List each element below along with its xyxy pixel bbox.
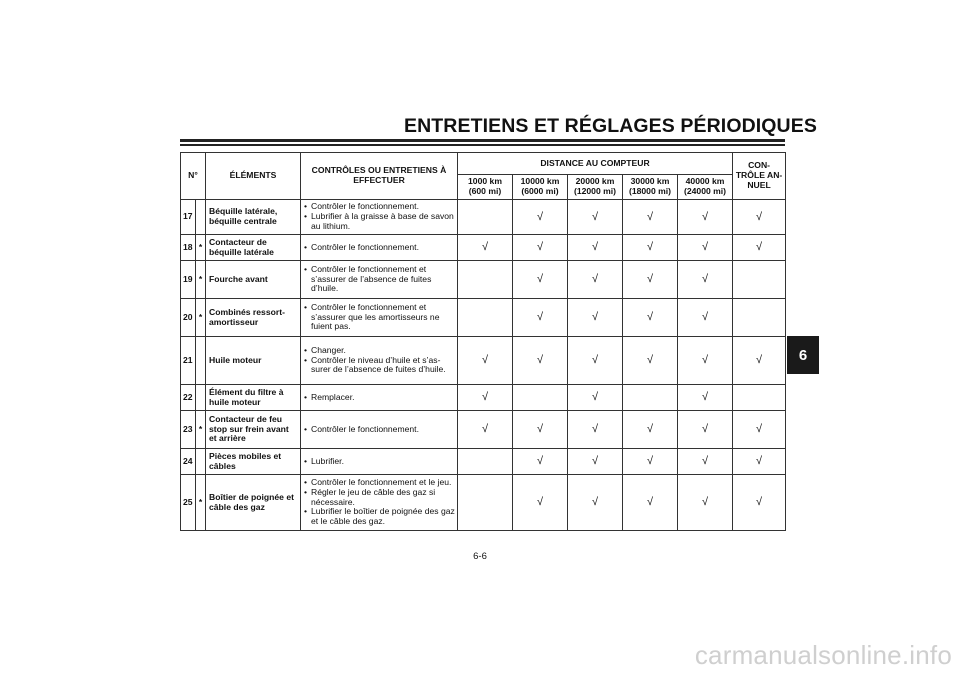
table-row <box>181 200 786 235</box>
check-mark-icon: √ <box>702 273 709 286</box>
check-mark-icon: √ <box>591 455 599 468</box>
check-cell <box>568 449 623 475</box>
interval-mi: (12000 mi) <box>573 186 617 196</box>
check-cell <box>513 337 568 385</box>
check-mark-icon: √ <box>646 354 654 367</box>
check-cell <box>458 449 513 475</box>
check-cell <box>513 261 568 299</box>
check-mark-icon: √ <box>536 311 544 324</box>
check-mark-icon: √ <box>591 273 599 286</box>
check-cell <box>678 235 733 261</box>
row-number: 17 <box>181 200 196 235</box>
check-mark-icon: √ <box>646 455 654 468</box>
check-mark-icon: √ <box>756 496 763 509</box>
check-cell <box>458 337 513 385</box>
check-cell <box>568 337 623 385</box>
check-cell <box>568 200 623 235</box>
check-cell <box>733 475 786 531</box>
table-row <box>181 337 786 385</box>
table-row <box>181 411 786 449</box>
check-mark-icon: √ <box>646 241 654 254</box>
check-cell <box>733 411 786 449</box>
check-cell <box>733 200 786 235</box>
check-cell <box>458 235 513 261</box>
interval-mi: (600 mi) <box>468 186 502 196</box>
check-cell <box>623 200 678 235</box>
check-cell <box>568 261 623 299</box>
check-mark-icon: √ <box>481 391 489 404</box>
row-number: 20 <box>181 299 196 337</box>
chapter-tab: 6 <box>787 336 819 374</box>
task-item: • Contrôler le fonctionnement et le jeu. <box>304 478 455 488</box>
interval-mi: (18000 mi) <box>628 186 672 196</box>
check-mark-icon: √ <box>481 423 489 436</box>
row-number: 22 <box>181 385 196 411</box>
interval-km: 20000 km <box>575 176 615 187</box>
table-row <box>181 449 786 475</box>
task-item: • Contrôler le fonctionnement. <box>304 425 455 435</box>
check-cell <box>458 411 513 449</box>
row-dealer-mark <box>196 200 206 235</box>
row-dealer-mark: * <box>196 475 206 531</box>
check-mark-icon: √ <box>646 311 654 324</box>
row-dealer-mark <box>196 337 206 385</box>
check-mark-icon: √ <box>536 455 544 468</box>
check-cell <box>623 235 678 261</box>
task-item: • Contrôler le niveau d’huile et s’as-surer de l’absence de fuites d’huile. <box>304 356 455 376</box>
header-interval-5 <box>678 175 733 200</box>
check-cell <box>458 200 513 235</box>
row-dealer-mark: * <box>196 299 206 337</box>
header-elements: ÉLÉMENTS <box>206 153 301 200</box>
row-tasks <box>301 475 458 531</box>
check-mark-icon: √ <box>536 354 544 367</box>
check-cell <box>678 475 733 531</box>
check-cell <box>513 299 568 337</box>
page-number: 6-6 <box>473 551 487 562</box>
check-mark-icon: √ <box>756 455 763 468</box>
interval-km: 1000 km <box>468 176 502 187</box>
header-interval-3 <box>568 175 623 200</box>
check-mark-icon: √ <box>591 311 599 324</box>
check-cell <box>458 475 513 531</box>
header-checks: CONTRÔLES OU ENTRETIENS À EFFECTUER <box>301 153 458 200</box>
row-tasks <box>301 411 458 449</box>
page-title: ENTRETIENS ET RÉGLAGES PÉRIODIQUES <box>404 115 817 137</box>
table-row <box>181 235 786 261</box>
table-row <box>181 261 786 299</box>
row-number: 23 <box>181 411 196 449</box>
check-mark-icon: √ <box>591 354 599 367</box>
check-mark-icon: √ <box>536 273 544 286</box>
row-tasks <box>301 235 458 261</box>
check-mark-icon: √ <box>702 391 709 404</box>
row-dealer-mark: * <box>196 261 206 299</box>
row-element: Huile moteur <box>206 337 301 385</box>
check-cell <box>678 449 733 475</box>
row-element: Béquille latérale, béquille centrale <box>206 200 301 235</box>
check-mark-icon: √ <box>702 210 709 223</box>
check-mark-icon: √ <box>481 241 489 254</box>
task-item: • Lubrifier. <box>304 457 455 467</box>
header-interval-4 <box>623 175 678 200</box>
row-tasks <box>301 299 458 337</box>
title-rule-thick <box>180 139 785 142</box>
check-mark-icon: √ <box>702 455 709 468</box>
check-mark-icon: √ <box>536 241 544 254</box>
row-element: Fourche avant <box>206 261 301 299</box>
maintenance-table <box>180 152 786 531</box>
check-cell <box>568 385 623 411</box>
task-item: • Lubrifier le boîtier de poignée des gaz et le câble des gaz. <box>304 507 455 527</box>
check-cell <box>623 337 678 385</box>
row-element: Boîtier de poignée et câble des gaz <box>206 475 301 531</box>
check-cell <box>678 299 733 337</box>
row-number: 21 <box>181 337 196 385</box>
task-item: • Lubrifier à la graisse à base de savon au lithium. <box>304 212 455 232</box>
row-dealer-mark <box>196 385 206 411</box>
header-annual: CON-TRÔLE AN-NUEL <box>733 153 786 200</box>
check-cell <box>568 411 623 449</box>
check-mark-icon: √ <box>756 210 763 223</box>
check-mark-icon: √ <box>536 423 544 436</box>
check-mark-icon: √ <box>591 210 599 223</box>
check-cell <box>623 261 678 299</box>
task-item: • Remplacer. <box>304 393 455 403</box>
task-item: • Contrôler le fonctionnement. <box>304 202 455 212</box>
task-item: • Contrôler le fonctionnement et s’assurer que les amortisseurs ne fuient pas. <box>304 303 455 333</box>
row-tasks <box>301 385 458 411</box>
check-cell <box>678 261 733 299</box>
task-item: • Contrôler le fonctionnement et s’assurer de l’absence de fuites d’huile. <box>304 265 455 295</box>
row-tasks <box>301 337 458 385</box>
check-mark-icon: √ <box>756 423 763 436</box>
check-mark-icon: √ <box>646 273 654 286</box>
check-cell <box>678 200 733 235</box>
check-mark-icon: √ <box>591 241 599 254</box>
task-item: • Régler le jeu de câble des gaz si nécessaire. <box>304 488 455 508</box>
check-mark-icon: √ <box>591 423 599 436</box>
check-cell <box>623 385 678 411</box>
row-element: Contacteur de feu stop sur frein avant et arrière <box>206 411 301 449</box>
row-number: 25 <box>181 475 196 531</box>
check-mark-icon: √ <box>646 210 654 223</box>
check-mark-icon: √ <box>646 423 654 436</box>
row-element: Pièces mobiles et câbles <box>206 449 301 475</box>
row-dealer-mark: * <box>196 411 206 449</box>
check-cell <box>623 411 678 449</box>
check-mark-icon: √ <box>756 354 763 367</box>
check-cell <box>678 385 733 411</box>
check-mark-icon: √ <box>756 241 763 254</box>
check-cell <box>513 235 568 261</box>
task-item: • Contrôler le fonctionnement. <box>304 243 455 253</box>
check-mark-icon: √ <box>591 391 599 404</box>
row-number: 18 <box>181 235 196 261</box>
check-cell <box>513 200 568 235</box>
check-cell <box>733 299 786 337</box>
row-element: Contacteur de béquille latérale <box>206 235 301 261</box>
header-num: N° <box>181 153 206 200</box>
interval-km: 40000 km <box>685 176 725 187</box>
interval-km: 10000 km <box>520 176 560 187</box>
check-cell <box>733 337 786 385</box>
check-mark-icon: √ <box>702 423 709 436</box>
check-cell <box>513 385 568 411</box>
interval-mi: (6000 mi) <box>521 186 559 196</box>
row-element: Combinés ressort-amortisseur <box>206 299 301 337</box>
check-mark-icon: √ <box>536 496 544 509</box>
check-cell <box>623 299 678 337</box>
row-number: 24 <box>181 449 196 475</box>
table-row <box>181 475 786 531</box>
watermark: carmanualsonline.info <box>694 640 952 670</box>
check-mark-icon: √ <box>591 496 599 509</box>
row-number: 19 <box>181 261 196 299</box>
check-cell <box>458 385 513 411</box>
interval-mi: (24000 mi) <box>684 186 727 196</box>
check-mark-icon: √ <box>702 311 709 324</box>
check-cell <box>623 449 678 475</box>
row-tasks <box>301 261 458 299</box>
check-cell <box>458 261 513 299</box>
interval-km: 30000 km <box>630 176 670 187</box>
check-cell <box>458 299 513 337</box>
check-cell <box>568 299 623 337</box>
check-cell <box>678 337 733 385</box>
table-row <box>181 299 786 337</box>
title-rule-thin <box>180 144 785 146</box>
check-mark-icon: √ <box>702 241 709 254</box>
row-dealer-mark <box>196 449 206 475</box>
check-cell <box>568 475 623 531</box>
check-cell <box>513 411 568 449</box>
check-cell <box>513 449 568 475</box>
check-cell <box>678 411 733 449</box>
check-mark-icon: √ <box>536 210 544 223</box>
check-cell <box>733 261 786 299</box>
check-cell <box>733 449 786 475</box>
check-mark-icon: √ <box>481 354 489 367</box>
check-cell <box>568 235 623 261</box>
header-distance: DISTANCE AU COMPTEUR <box>458 153 733 175</box>
header-interval-2 <box>513 175 568 200</box>
row-element: Élément du filtre à huile moteur <box>206 385 301 411</box>
check-mark-icon: √ <box>702 496 709 509</box>
check-cell <box>733 385 786 411</box>
header-interval-1 <box>458 175 513 200</box>
row-tasks <box>301 449 458 475</box>
table-row <box>181 385 786 411</box>
check-mark-icon: √ <box>702 354 709 367</box>
check-cell <box>623 475 678 531</box>
row-tasks <box>301 200 458 235</box>
check-cell <box>733 235 786 261</box>
check-mark-icon: √ <box>646 496 654 509</box>
row-dealer-mark: * <box>196 235 206 261</box>
check-cell <box>513 475 568 531</box>
task-item: • Changer. <box>304 346 455 356</box>
